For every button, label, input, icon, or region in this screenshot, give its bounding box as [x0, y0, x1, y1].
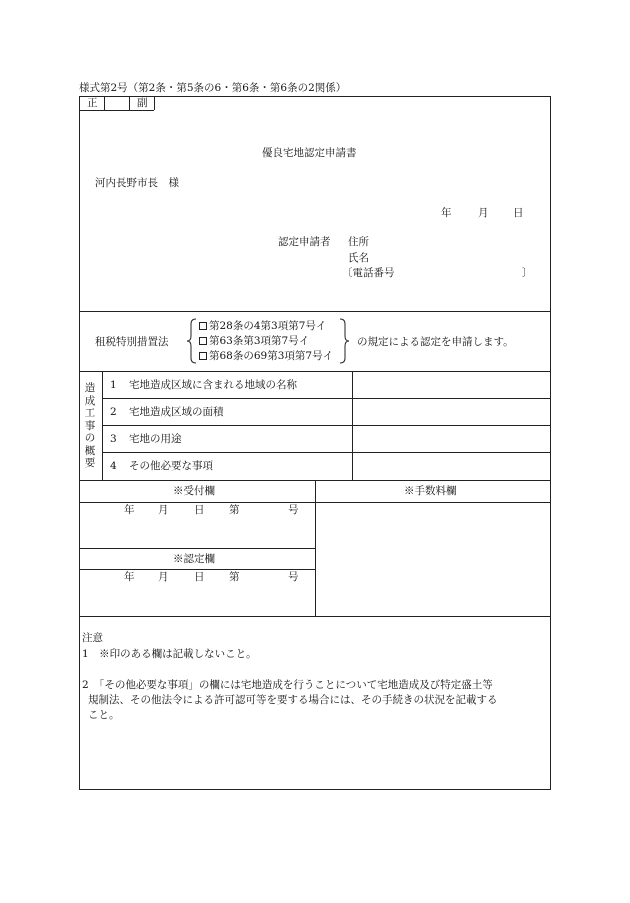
reception-year: 年	[124, 504, 135, 516]
overview-heading: 造 成 工 事 の 概 要	[84, 382, 96, 469]
phone-label: 〔電話番号	[342, 267, 395, 279]
reception-number-suffix: 号	[288, 504, 299, 516]
tax-law-option-2: 第63条第3項第7号イ	[199, 335, 309, 348]
certification-month: 月	[158, 571, 169, 583]
divider	[79, 548, 315, 549]
address-label: 住所	[348, 236, 369, 248]
tax-law-option-1: 第28条の4第3項第7号イ	[199, 320, 326, 333]
reception-day: 日	[194, 504, 205, 516]
overview-item-4-number: 4	[110, 460, 117, 472]
application-title: 優良宅地認定申請書	[262, 147, 357, 159]
reception-heading: ※受付欄	[173, 485, 215, 497]
divider	[79, 371, 551, 372]
divider	[79, 616, 551, 617]
duplicate-mark: 副	[137, 97, 148, 109]
note-2-line-1: 2 「その他必要な事項」の欄には宅地造成を行うことについて宅地造成及び特定盛土等	[82, 679, 493, 691]
divider	[104, 96, 105, 110]
note-2-line-3: こと。	[88, 709, 120, 721]
notes-heading: 注意	[82, 632, 103, 644]
overview-item-1-number: 1	[110, 379, 117, 391]
overview-item-3-number: 3	[110, 433, 117, 445]
certification-number-prefix: 第	[229, 571, 240, 583]
date-day: 日	[513, 207, 524, 219]
divider	[79, 110, 154, 111]
checkbox-icon[interactable]	[199, 322, 207, 330]
applicant-label: 認定申請者	[278, 236, 331, 248]
name-label: 氏名	[348, 252, 369, 264]
tax-law-suffix: の規定による認定を申請します。	[357, 336, 514, 348]
form-number-title: 様式第2号（第2条・第5条の6・第6条・第6条の2関係）	[79, 82, 347, 94]
certification-year: 年	[124, 571, 135, 583]
divider	[102, 425, 551, 426]
certification-day: 日	[194, 571, 205, 583]
divider	[79, 311, 551, 312]
overview-item-2-label: 宅地造成区域の面積	[129, 406, 224, 418]
reception-month: 月	[158, 504, 169, 516]
divider	[102, 398, 551, 399]
fee-heading: ※手数料欄	[404, 485, 457, 497]
tax-law-option-3: 第68条の69第3項第7号イ	[199, 350, 333, 363]
divider	[102, 452, 551, 453]
divider	[154, 96, 155, 110]
date-month: 月	[478, 207, 489, 219]
divider	[129, 96, 130, 110]
overview-item-1-label: 宅地造成区域に含まれる地域の名称	[129, 379, 297, 391]
tax-law-label: 租税特別措置法	[95, 336, 169, 348]
note-1: 1 ※印のある欄は記載しないこと。	[82, 648, 257, 660]
reception-number-prefix: 第	[229, 504, 240, 516]
overview-item-4-label: その他必要な事項	[129, 460, 213, 472]
addressee: 河内長野市長 様	[95, 177, 179, 189]
overview-item-3-label: 宅地の用途	[129, 433, 182, 445]
left-brace-icon	[186, 318, 198, 364]
divider	[315, 480, 316, 616]
original-mark: 正	[87, 97, 98, 109]
certification-number-suffix: 号	[288, 571, 299, 583]
date-year: 年	[441, 207, 452, 219]
certification-heading: ※認定欄	[173, 553, 215, 565]
note-2-line-2: 規制法、その他法令による許可認可等を要する場合には、その手続きの状況を記載する	[88, 694, 498, 706]
checkbox-icon[interactable]	[199, 337, 207, 345]
checkbox-icon[interactable]	[199, 352, 207, 360]
right-brace-icon	[338, 318, 350, 364]
overview-item-2-number: 2	[110, 406, 117, 418]
divider	[79, 569, 315, 570]
phone-bracket-close: 〕	[522, 267, 533, 279]
